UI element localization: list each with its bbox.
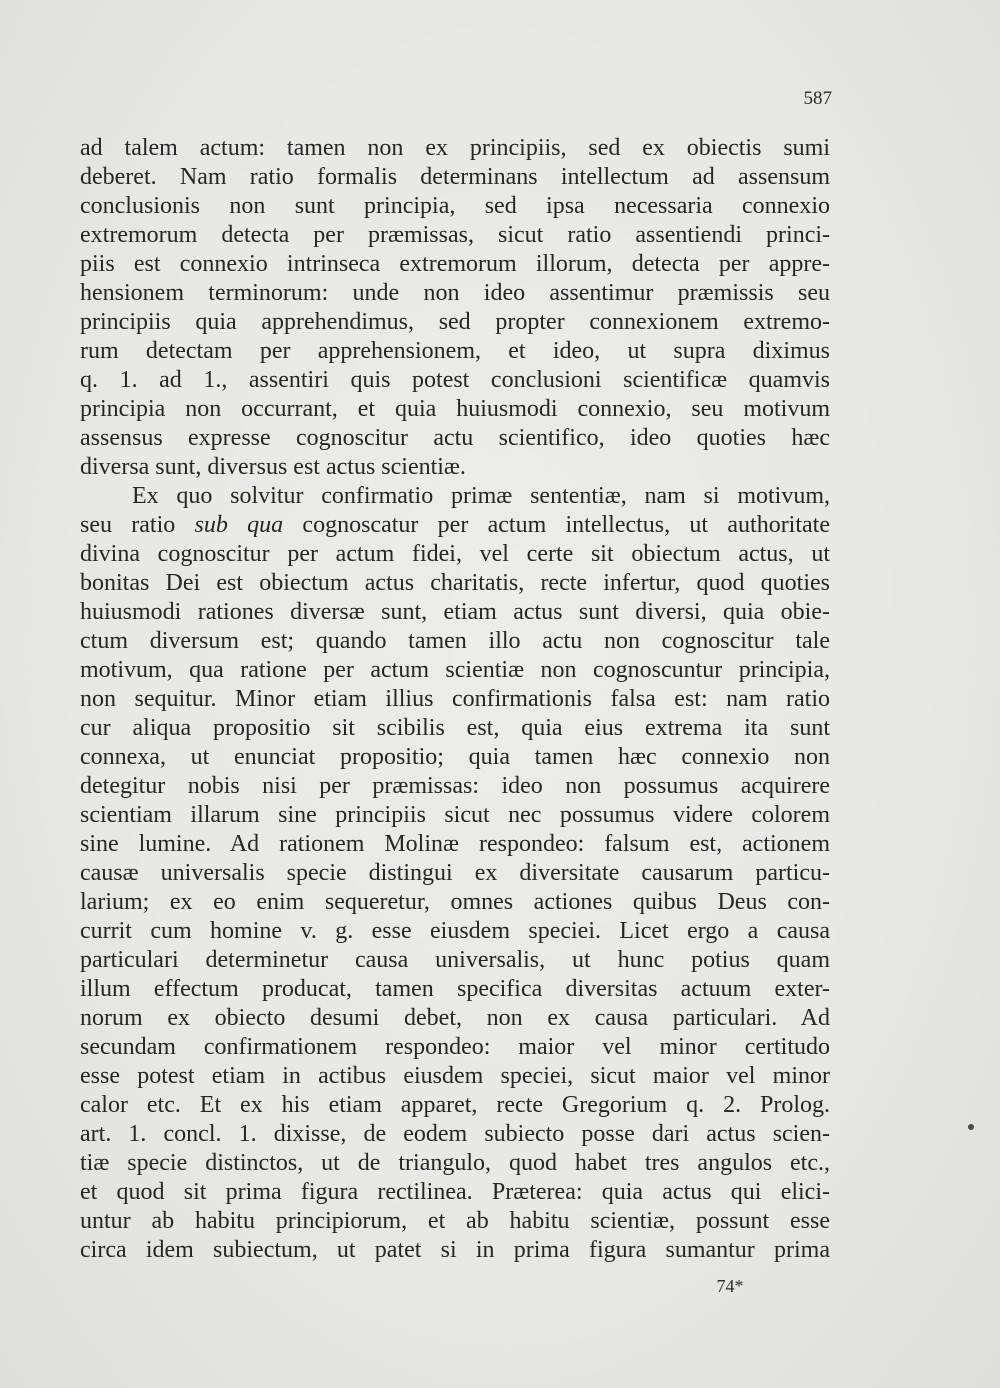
page-number: 587 [803,88,832,109]
text-line: scientiam illarum sine principiis sicut nec possumus videre colorem [80,802,830,828]
text-line: principiis quia apprehendimus, sed propter connexionem extremo- [80,309,830,335]
text-line: conclusionis non sunt principia, sed ipsa necessaria connexio [80,193,830,219]
text-line: sine lumine. Ad rationem Molinæ respondeo: falsum est, actionem [80,831,830,857]
text-line: particulari determinetur causa universalis, ut hunc potius quam [80,947,830,973]
text-line: detegitur nobis nisi per præmissas: ideo non possumus acquirere [80,773,830,799]
text-line: motivum, qua ratione per actum scientiæ non cognoscuntur principia, [80,657,830,683]
text-line: divina cognoscitur per actum fidei, vel certe sit obiectum actus, ut [80,541,830,567]
text-line: circa idem subiectum, ut patet si in prima figura sumantur prima [80,1237,830,1263]
signature-mark: 74* [716,1276,744,1296]
text-line: rum detectam per apprehensionem, et ideo, ut supra diximus [80,338,830,364]
text-line: diversa sunt, diversus est actus scientiæ. [80,454,466,480]
text-line: et quod sit prima figura rectilinea. Præterea: quia actus qui elici- [80,1179,830,1205]
text-line: secundam confirmationem respondeo: maior vel minor certitudo [80,1034,830,1060]
text-line: hensionem terminorum: unde non ideo assentimur præmissis seu [80,280,830,306]
text-line: causæ universalis specie distingui ex diversitate causarum particu- [80,860,830,886]
text-line: seu ratio sub qua cognoscatur per actum intellectus, ut authoritate [80,512,830,538]
text-line: q. 1. ad 1., assentiri quis potest conclusioni scientificæ quamvis [80,367,830,393]
text-line: tiæ specie distinctos, ut de triangulo, quod habet tres angulos etc., [80,1150,830,1176]
text-line: currit cum homine v. g. esse eiusdem speciei. Licet ergo a causa [80,918,830,944]
text-line: extremorum detecta per præmissas, sicut ratio assentiendi princi- [80,222,830,248]
ink-speck [968,1124,974,1130]
text-line: esse potest etiam in actibus eiusdem speciei, sicut maior vel minor [80,1063,830,1089]
text-line: larium; ex eo enim sequeretur, omnes actiones quibus Deus con- [80,889,830,915]
text-line: connexa, ut enunciat propositio; quia tamen hæc connexio non [80,744,830,770]
text-line: ad talem actum: tamen non ex principiis, sed ex obiectis sumi [80,135,830,161]
text-line: non sequitur. Minor etiam illius confirmationis falsa est: nam ratio [80,686,830,712]
body-text [80,134,830,1265]
text-line: untur ab habitu principiorum, et ab habitu scientiæ, possunt esse [80,1208,830,1234]
text-line: calor etc. Et ex his etiam apparet, recte Gregorium q. 2. Prolog. [80,1092,830,1118]
text-line: art. 1. concl. 1. dixisse, de eodem subiecto posse dari actus scien- [80,1121,830,1147]
text-line: Ex quo solvitur confirmatio primæ sententiæ, nam si motivum, [132,483,830,509]
text-line: principia non occurrant, et quia huiusmodi connexio, seu motivum [80,396,830,422]
text-line: ctum diversum est; quando tamen illo actu non cognoscitur tale [80,628,830,654]
text-line: assensus expresse cognoscitur actu scientifico, ideo quoties hæc [80,425,830,451]
text-line: bonitas Dei est obiectum actus charitatis, recte infertur, quod quoties [80,570,830,596]
text-line: norum ex obiecto desumi debet, non ex causa particulari. Ad [80,1005,830,1031]
text-line: huiusmodi rationes diversæ sunt, etiam actus sunt diversi, quia obie- [80,599,830,625]
text-line: deberet. Nam ratio formalis determinans intellectum ad assensum [80,164,830,190]
text-line: illum effectum producat, tamen specifica diversitas actuum exter- [80,976,830,1002]
text-line: piis est connexio intrinseca extremorum illorum, detecta per appre- [80,251,830,277]
text-line: cur aliqua propositio sit scibilis est, quia eius extrema ita sunt [80,715,830,741]
